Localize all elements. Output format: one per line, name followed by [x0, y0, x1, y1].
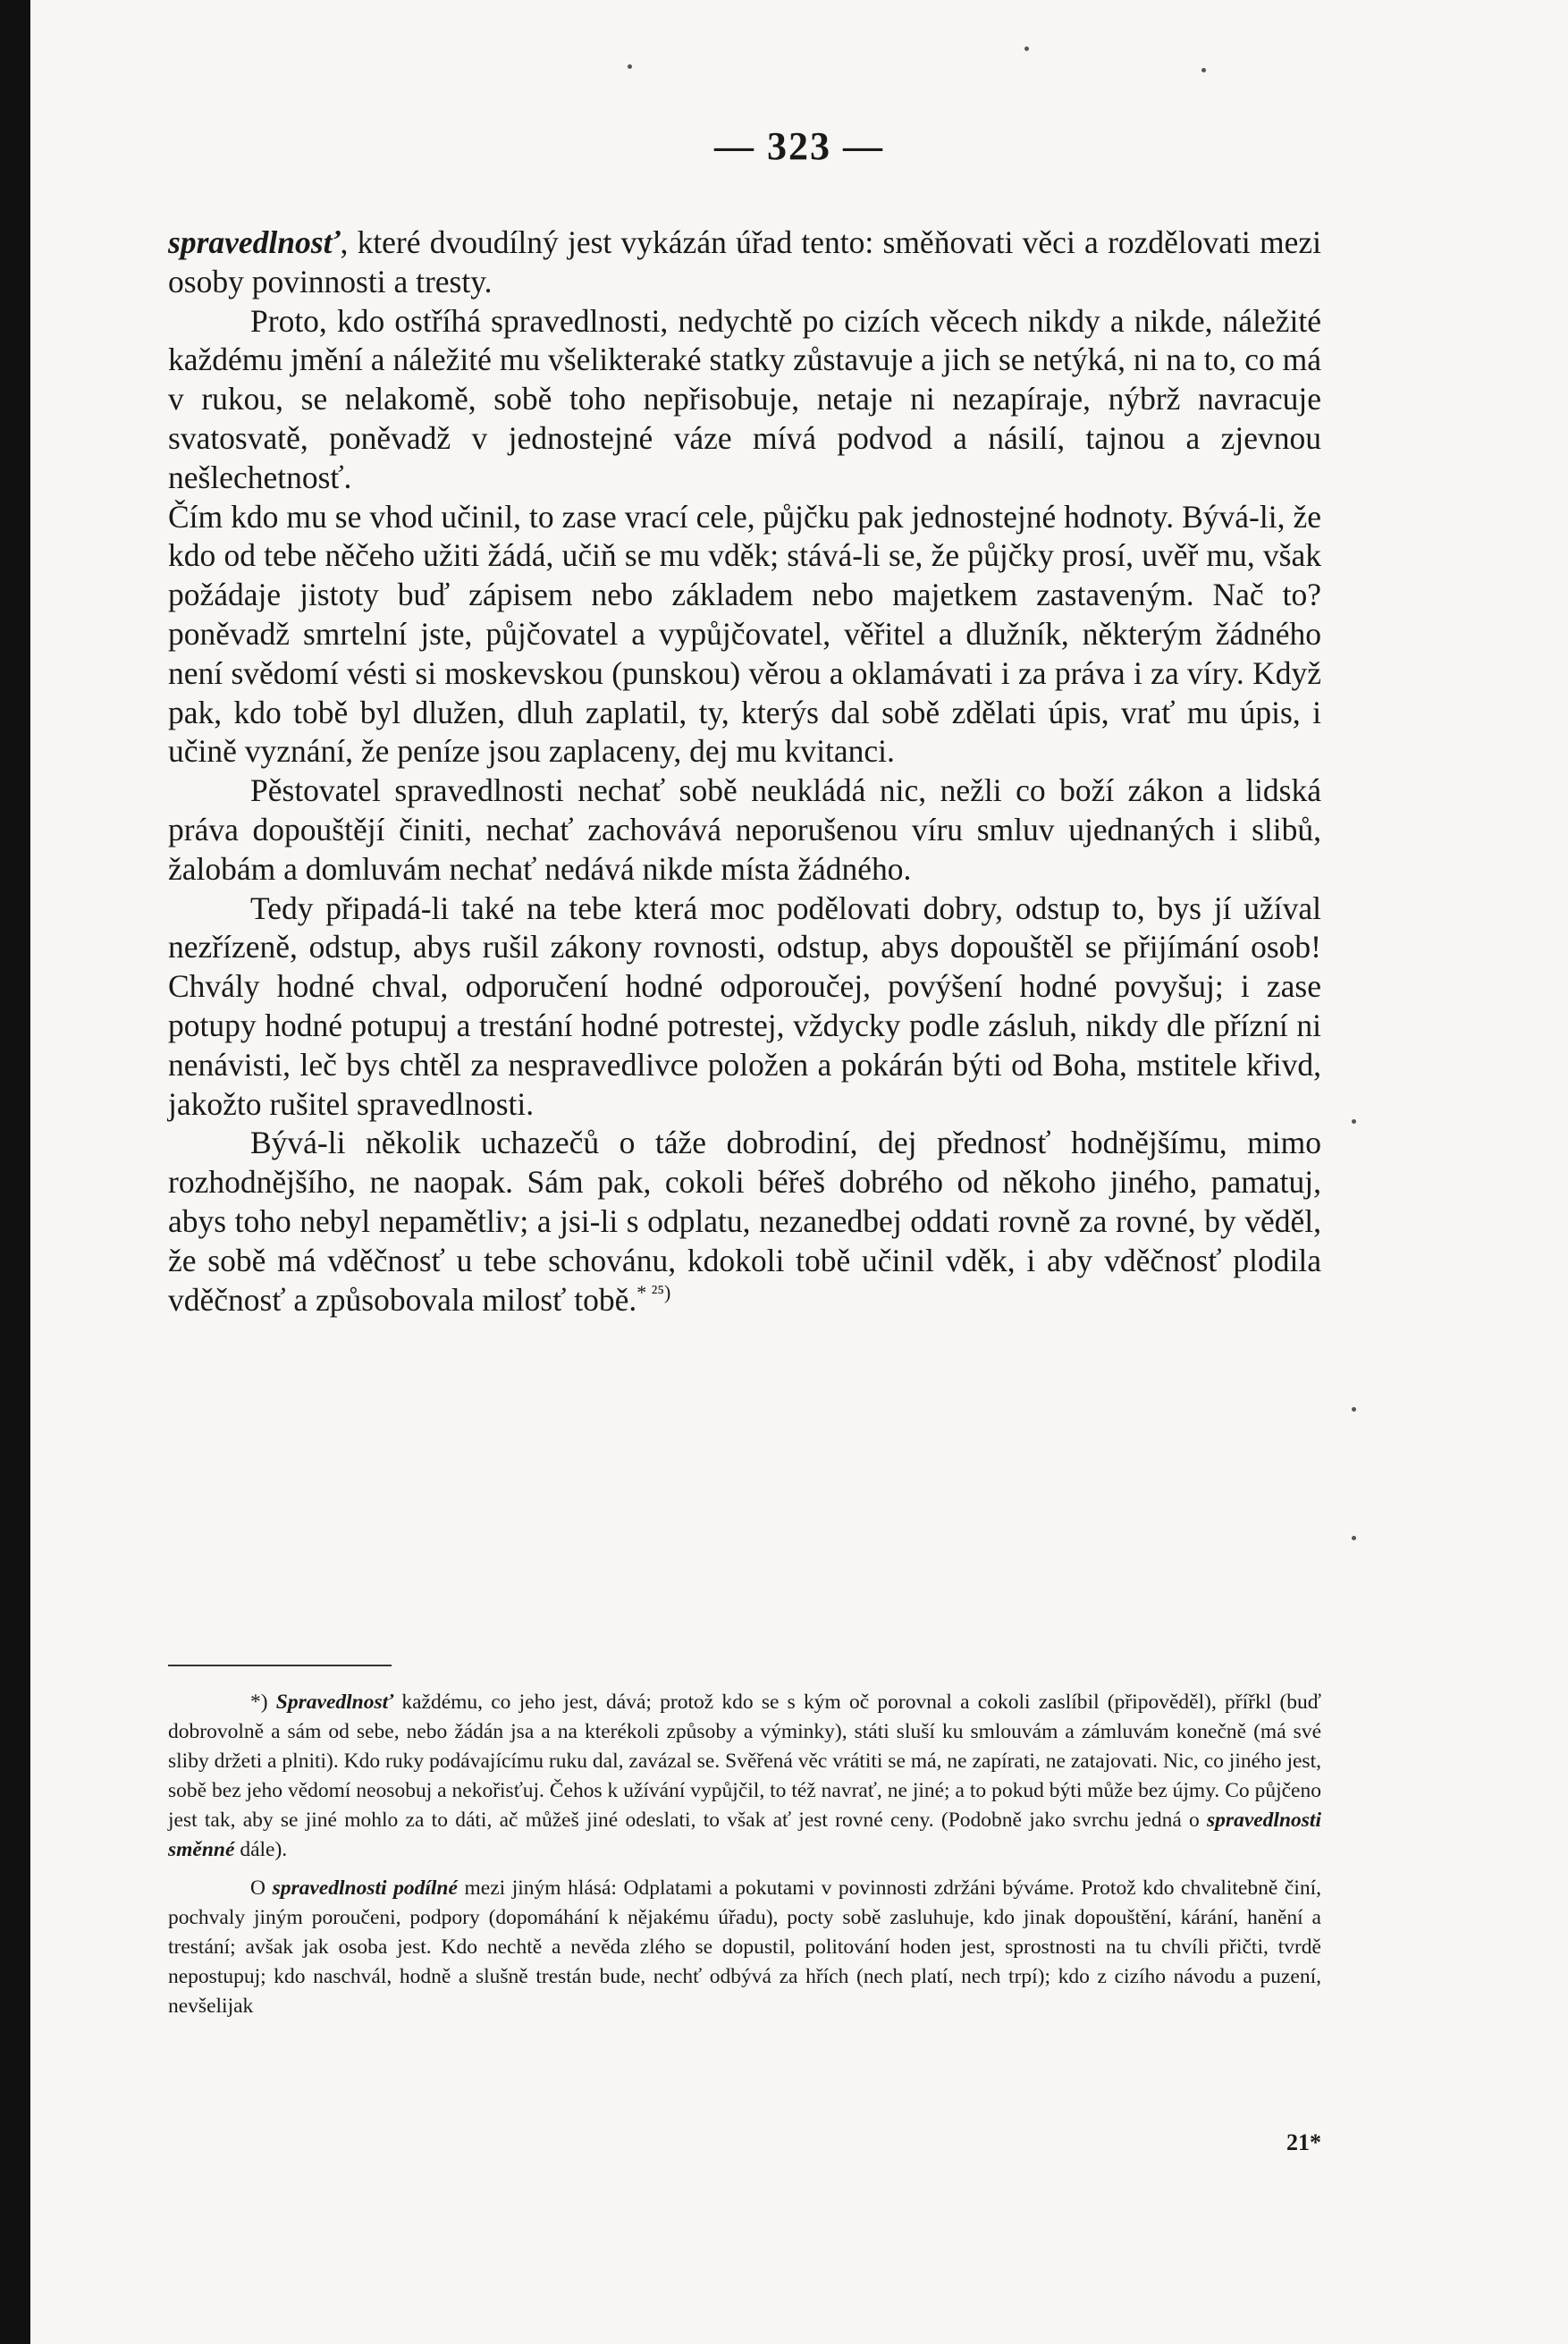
scan-speck [1352, 1407, 1356, 1412]
scan-speck [1352, 1536, 1356, 1540]
footnote-2-emphasis: spravedlnosti podílné [272, 1876, 458, 1900]
footnote-divider [168, 1665, 392, 1666]
footnote-1-emphasis-2: spravedlnosti směnné [168, 1809, 1321, 1861]
footnote-1 [168, 1688, 1321, 1865]
page-number: — 323 — [714, 124, 884, 168]
paragraph-4: Pěstovatel spravedlnosti nechať sobě neukládá nic, nežli co boží zákon a lidská práva dopouštějí činiti, nechať zachovává neporušenou víru smluv ujednaných i slibů, žalobám a domluvám nechať nedává nikde místa žádného. [168, 772, 1321, 887]
scan-speck [628, 64, 632, 69]
page-binding-edge [0, 0, 30, 2344]
footnotes [168, 1688, 1321, 2021]
paragraph-3: Čím kdo mu se vhod učinil, to zase vrací cele, půjčku pak jednostejné hodnoty. Bývá-li, že kdo od tebe něčeho užiti žádá, učiň se mu vděk; stává-li se, že půjčky prosí, uvěř mu, však požádaje jistoty buď zápisem nebo základem nebo majetkem zastaveným. Nač to? poněvadž smrtelní jste, půjčovatel a vypůjčovatel, věřitel a dlužník, některým žádného není svědomí vésti si moskevskou (punskou) věrou a oklamávati i za práva i za víry. Když pak, kdo tobě byl dlužen, dluh zaplatil, ty, kterýs dal sobě zdělati úpis, vrať mu úpis, i učině vyznání, že peníze jsou zaplaceny, dej mu kvitanci. [168, 498, 1321, 770]
footnote-2-lead: O [250, 1876, 266, 1900]
footnote-1-tail: dále). [240, 1838, 288, 1861]
footnote-marker: * ²⁵) [636, 1280, 671, 1303]
paragraph-2: Proto, kdo ostříhá spravedlnosti, nedychtě po cizích věcech nikdy a nikde, náležité každému jmění a náležité mu všelikteraké statky zůstavuje a jich se netýká, ni na to, co má v rukou, se nelakomě, sobě toho nepřisobuje, netaje ni nezapíraje, nýbrž navracuje svatosvatě, poněvadž v jednostejné váze mívá podvod a násilí, tajnou a zjevnou nešlechetnosť. [168, 302, 1321, 495]
signature-mark: 21* [1286, 2129, 1321, 2155]
main-text [168, 223, 1321, 1320]
scan-speck [1201, 68, 1206, 72]
book-page [30, 0, 1568, 2344]
footnote-1-emphasis: Spravedlnosť [275, 1691, 394, 1714]
footnote-2 [168, 1874, 1321, 2021]
footnote-2-text: mezi jiným hlásá: Odplatami a pokutami v povinnosti zdržáni býváme. Protož kdo chvalitebně činí, pochvaly jiným poroučeni, podpory (dopomáhání k nějakému úřadu), pocty sobě zasluhuje, kdo jinak dopouštění, kárání, hanění a trestání; avšak jak osoba jest. Kdo nechtě a nevěda zlého se dopustil, politování hoden jest, sprostnosti na tu chvíli přičti, tvrdě nepostupuj; kdo naschvál, hodně a slušně trestán bude, nechť odbývá za hřích (nech platí, nech trpí); kdo z cizího návodu a puzení, nevšelijak [168, 1876, 1322, 2018]
footnote-1-marker: *) [250, 1691, 268, 1714]
footnote-1-text: každému, co jeho jest, dává; protož kdo se s kým oč porovnal a cokoli zaslíbil (připověděl), přířkl (buď dobrovolně a sám od sebe, nebo žádán jsa a na kterékoli způsoby a výminky), státi sluší ku smlouvám a zámluvám konečně (má své sliby držeti a plniti). Kdo ruky podávajícímu ruku dal, zavázal se. Svěřená věc vrátiti se má, ne zapírati, ne zatajovati. Nic, co jiného jest, sobě bez jeho vědomí neosobuj a nekořisťuj. Čehos k užívání vypůjčil, to též navrať, ne jiné; a to pokud býti může bez újmy. Co půjčeno jest tak, aby se jiné mohlo za to dáti, ač můžeš jiné odeslati, to však ať jest rovné ceny. (Podobně jako svrchu jedná o [168, 1691, 1322, 1832]
paragraph-6 [168, 1124, 1321, 1320]
paragraph-5: Tedy připadá-li také na tebe která moc podělovati dobry, odstup to, bys jí užíval nezřízeně, odstup, abys rušil zákony rovnosti, odstup, abys dopouštěl se přijímání osob! Chvály hodné chval, odporučení hodné odporoučej, povýšení hodné povyšuj; i zase potupy hodné potupuj a trestání hodné potrestej, vždycky podle zásluh, nikdy dle přízní ni nenávisti, leč bys chtěl za nespravedlivce položen a pokárán býti od Boha, mstitele křivd, jakožto rušitel spravedlnosti. [168, 890, 1321, 1122]
scan-speck [1024, 46, 1029, 51]
paragraph-1-emphasis: spravedlnosť [168, 224, 341, 260]
scan-speck [1352, 1119, 1356, 1124]
paragraph-6-text: Bývá-li několik uchazečů o táže dobrodiní, dej přednosť hodnějšímu, mimo rozhodnějšího, ne naopak. Sám pak, cokoli béřeš dobrého od někoho jiného, pamatuj, abys toho nebyl nepamětliv; a jsi-li s odplatu, nezanedbej oddati rovně za rovné, by věděl, že sobě má vděčnosť u tebe schovánu, kdokoli tobě učinil vděk, i aby vděčnosť plodila vděčnosť a způsobovala milosť tobě. [168, 1125, 1321, 1318]
paragraph-1 [168, 223, 1321, 302]
paragraph-1-text: , které dvoudílný jest vykázán úřad tento: směňovati věci a rozdělovati mezi osoby povinnosti a tresty. [168, 224, 1321, 299]
